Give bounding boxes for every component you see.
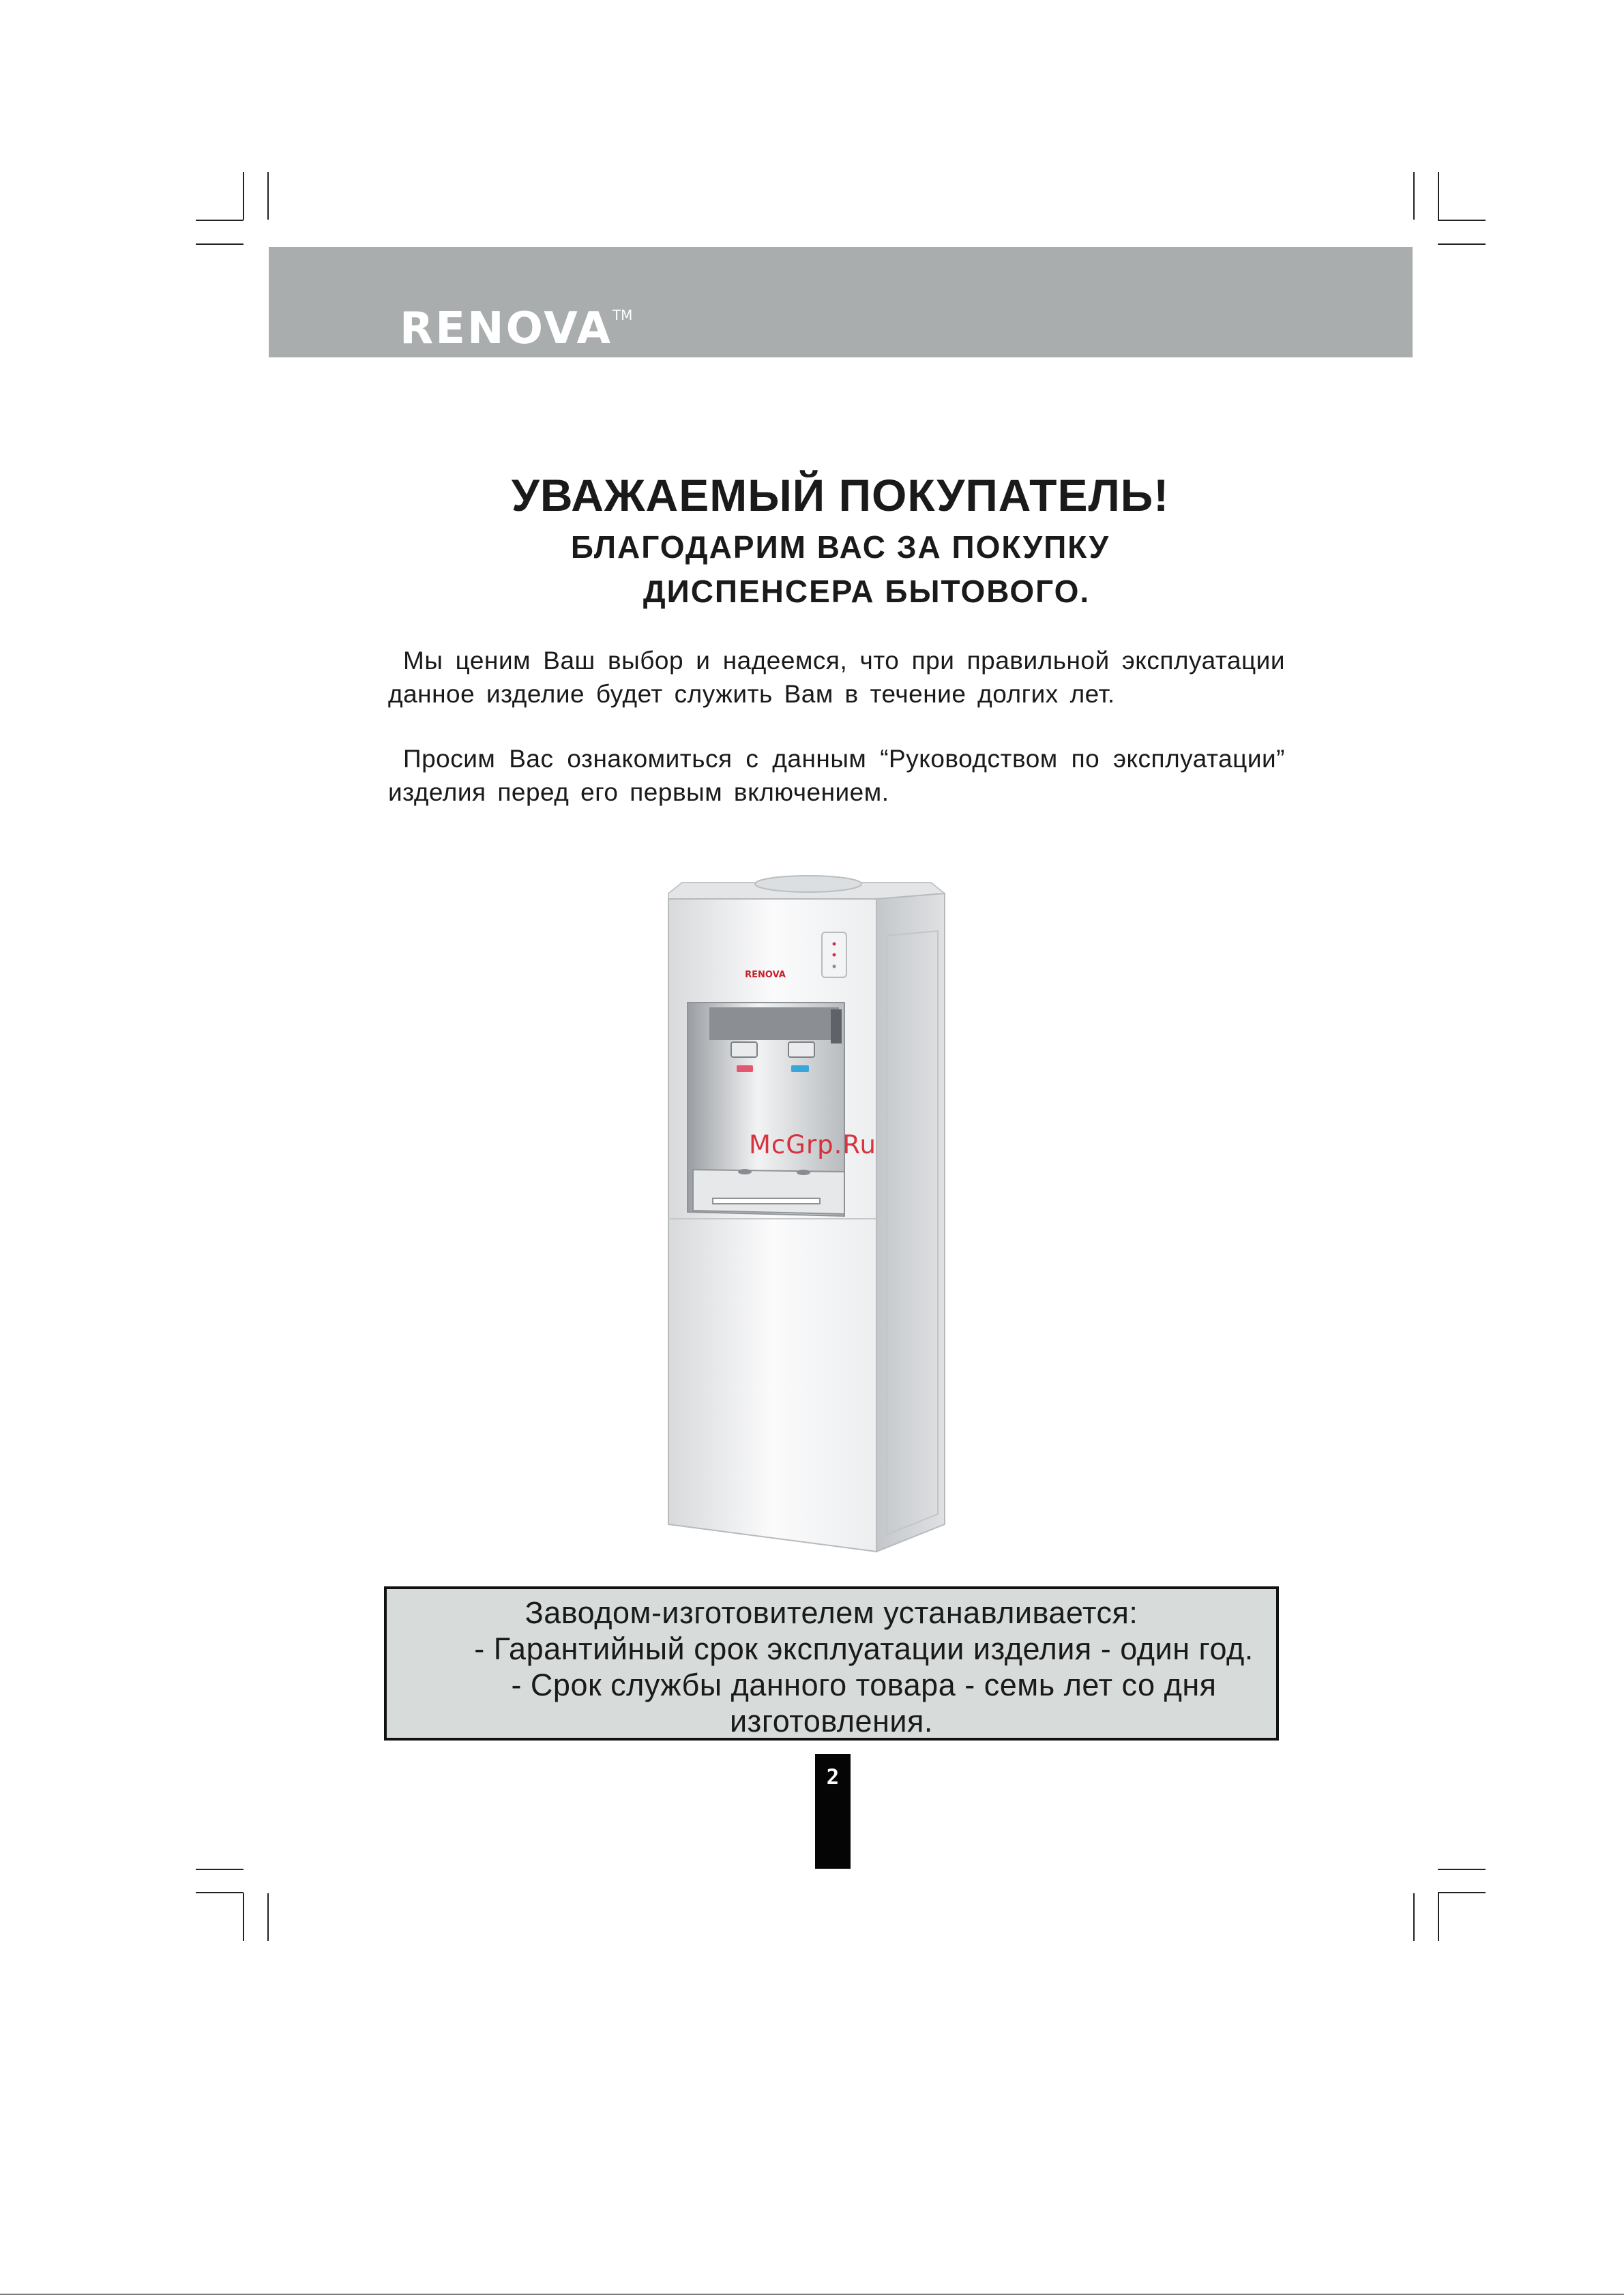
crop-mark [1438, 220, 1486, 221]
crop-mark [196, 1892, 243, 1893]
warranty-heading: Заводом-изготовителем устанавливается: [525, 1595, 1138, 1630]
water-dispenser-illustration [662, 873, 951, 1555]
bottle-seat [755, 876, 861, 892]
warranty-period: - Гарантийный срок эксплуатации изделия - один год. [474, 1631, 1254, 1666]
cold-tap [788, 1042, 814, 1057]
page-subtitle-product: ДИСПЕНСЕРА БЫТОВОГО. [643, 574, 1091, 609]
device-brand-label: RENOVA [745, 970, 786, 980]
crop-mark [1438, 172, 1439, 220]
page-number-tab [815, 1754, 851, 1869]
intro-paragraph: Мы ценим Ваш выбор и надеемся, что при правильной эксплуатации данное изделие будет служить Вам в течение долгих лет. [388, 647, 1285, 708]
crop-mark [267, 172, 269, 220]
instruction-paragraph: Просим Вас ознакомиться с данным “Руководством по эксплуатации” изделия перед его первым включением. [388, 745, 1285, 806]
header-band [269, 247, 1413, 357]
crop-mark [1413, 172, 1415, 220]
crop-mark [1438, 1893, 1439, 1941]
brand-name: RENOVA [400, 303, 612, 354]
service-life-continued: изготовления. [730, 1704, 933, 1738]
page-subtitle: БЛАГОДАРИМ ВАС ЗА ПОКУПКУ [570, 529, 1110, 565]
crop-mark [196, 1869, 243, 1870]
crop-mark [1438, 243, 1486, 245]
drip-tray [693, 1170, 844, 1214]
crop-mark [196, 243, 243, 245]
crop-mark [1413, 1893, 1415, 1941]
page-number: 2 [826, 1765, 840, 1790]
watermark: McGrp.Ru [749, 1130, 876, 1159]
crop-mark [196, 220, 243, 221]
dispenser-front [668, 899, 876, 1552]
page-title: УВАЖАЕМЫЙ ПОКУПАТЕЛЬ! [511, 470, 1170, 520]
crop-mark [243, 172, 244, 220]
warranty-box [384, 1586, 1279, 1741]
crop-mark [267, 1893, 269, 1941]
crop-mark [1438, 1892, 1486, 1893]
crop-mark [1438, 1869, 1486, 1870]
brand-logo [400, 303, 633, 354]
service-life: - Срок службы данного товара - семь лет со дня [511, 1668, 1217, 1702]
hot-tap [731, 1042, 757, 1057]
crop-mark [243, 1893, 244, 1941]
trademark: TM [612, 307, 633, 323]
